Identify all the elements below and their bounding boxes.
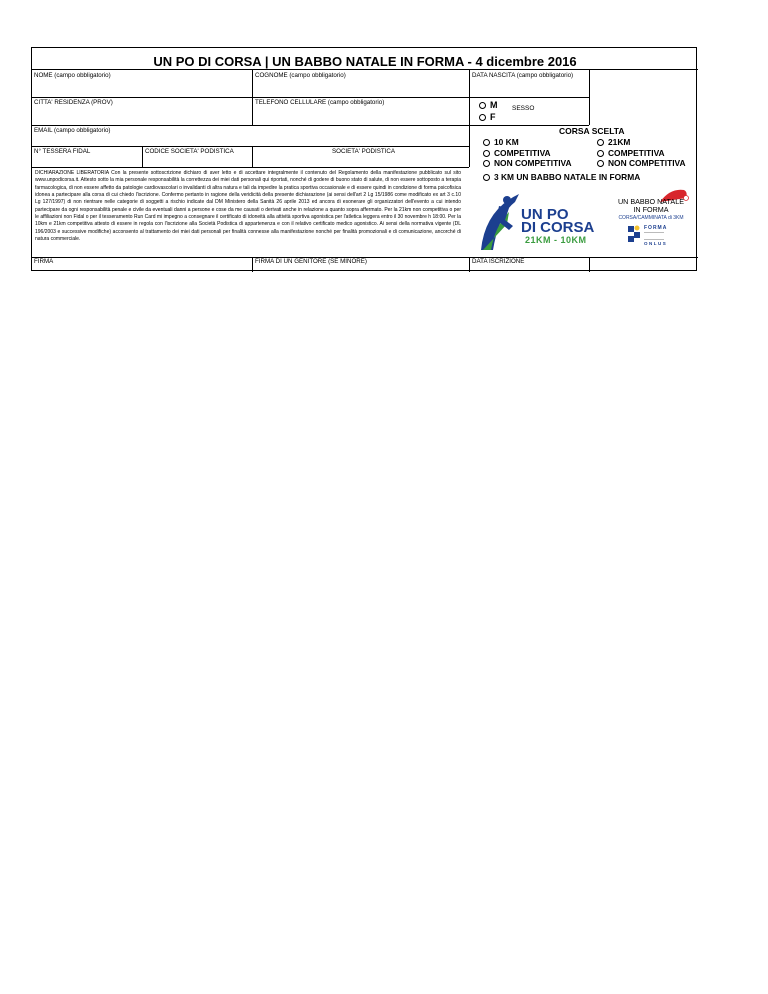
row2-divider [32,125,469,126]
sesso-f-option[interactable]: F [479,112,496,122]
corsa-heading: CORSA SCELTA [559,126,625,136]
row4-divider [32,167,469,168]
sesso-m-option[interactable]: M [479,100,498,110]
logo-right-line4: FORMA [644,225,668,231]
radio-icon [483,139,490,146]
forma-puzzle-icon [626,224,642,244]
data-nascita-field[interactable]: DATA NASCITA (campo obbligatorio) [472,72,574,79]
logo-line3: 21KM - 10KM [525,235,587,245]
logo-right-line5: ONLUS [644,241,668,246]
col-divider-5 [252,146,253,167]
tessera-field[interactable]: N° TESSERA FIDAL [34,148,91,155]
option-10km-competitiva[interactable]: COMPETITIVA [483,148,551,158]
codice-societa-field[interactable]: CODICE SOCIETA' PODISTICA [145,148,234,155]
logo-line2: DI CORSA [521,219,595,236]
telefono-field[interactable]: TELEFONO CELLULARE (campo obbligatorio) [255,99,385,106]
radio-icon [597,150,604,157]
firma-genitore-field[interactable]: FIRMA DI UN GENITORE (SE MINORE) [255,258,367,265]
logo-right-line3: CORSA/CAMMINATA di 3KM [618,215,684,221]
option-21km[interactable]: 21KM [597,137,630,147]
option-10km-non-competitiva[interactable]: NON COMPETITIVA [483,158,572,168]
declaration-text: DICHIARAZIONE LIBERATORIA Con la presente sottoscrizione dichiaro di aver letto e di accettare integralmente il contenuto del Regolamento della manifestazione pubblicato sul sito www.unpodicorsa.it. Attesto sotto la mia personale responsabilità la correttezza dei miei dati personali qui riportati, nonché di godere di buono stato di salute, di non essere sottoposto a terapia farmacologica, di non essere affetto da patologie cardiovascolari o invalidanti di altra natura e tali da impedire la pratica sportiva occasionale e di essere quindi in condizione di forma psicofisica idonea a partecipare alla corsa di cui chiedo l'iscrizione. Confermo pertanto in ragione della veridicità della presente dichiarazione (ai sensi dell'art 2 Lg 15/1986 come modificato ex art 3 c.10 Lg 127/1997) di non rientrare nelle categorie di soggetti a rischio indicate dal DM Ministero della Sanità 26 aprile 2013 ed ancora di esonerare gli organizzatori dell'evento a cui intendo partecipare da ogni responsabilità penale e civile da eventuali danni a persone e cose da me causati o derivati anche in relazione a quanto sopra affermato. Per la 21km non competitiva o per le affiliazioni non Fidal o per il tesseramento Run Card mi impegno a consegnare il certificato di idoneità alla attività sportiva agonistica per l'atletica leggera entro il 30 novembre h 18:00. Per la 10km e 21km competitiva attesto di essere in regola con l'iscrizione alla Società Podistica di appartenenza e con il relativo certificato medico agonistico. Ai sensi della normativa vigente (DL 196/2003 e successive modifiche) acconsento al trattamento dei miei dati personali per finalità connesse alla manifestazione nonché per finalità promozionali e di comunicazione, ancorché di natura commerciale. [35,170,461,243]
firma-field[interactable]: FIRMA [34,258,54,265]
logo-right-rule [644,232,664,240]
option-3km[interactable]: 3 KM UN BABBO NATALE IN FORMA [483,172,640,182]
babbo-natale-logo [612,188,690,252]
radio-icon [479,102,486,109]
option-10km[interactable]: 10 KM [483,137,519,147]
sesso-label: SESSO [512,105,535,112]
data-iscrizione-field[interactable]: DATA ISCRIZIONE [472,258,525,265]
col-divider-4 [142,146,143,167]
form-title: UN PO DI CORSA | UN BABBO NATALE IN FORMA - 4 dicembre 2016 [153,54,577,69]
option-21km-competitiva[interactable]: COMPETITIVA [597,148,665,158]
registration-form [31,47,697,271]
col-divider-2b [469,257,470,272]
col-divider-1 [252,69,253,125]
radio-icon [483,160,490,167]
col-divider-3 [589,69,590,125]
row3-divider [32,146,469,147]
radio-icon [597,139,604,146]
email-field[interactable]: EMAIL (campo obbligatorio) [34,127,111,134]
citta-field[interactable]: CITTA' RESIDENZA (PROV) [34,99,113,106]
col-divider-3b [589,257,590,272]
radio-icon [597,160,604,167]
un-po-di-corsa-logo [479,190,604,252]
logo-right-line2: IN FORMA [633,205,669,214]
col-divider-6 [252,257,253,272]
cognome-field[interactable]: COGNOME (campo obbligatorio) [255,72,346,79]
nome-field[interactable]: NOME (campo obbligatorio) [34,72,111,79]
col-divider-2 [469,69,470,167]
title-divider [32,69,698,70]
radio-icon [483,150,490,157]
radio-icon [483,174,490,181]
radio-icon [479,114,486,121]
option-21km-non-competitiva[interactable]: NON COMPETITIVA [597,158,686,168]
logo-line1: UN PO [521,206,569,223]
row1-divider [32,97,589,98]
societa-field[interactable]: SOCIETA' PODISTICA [332,148,395,155]
logo-right-line1: UN BABBO NATALE [617,197,685,206]
